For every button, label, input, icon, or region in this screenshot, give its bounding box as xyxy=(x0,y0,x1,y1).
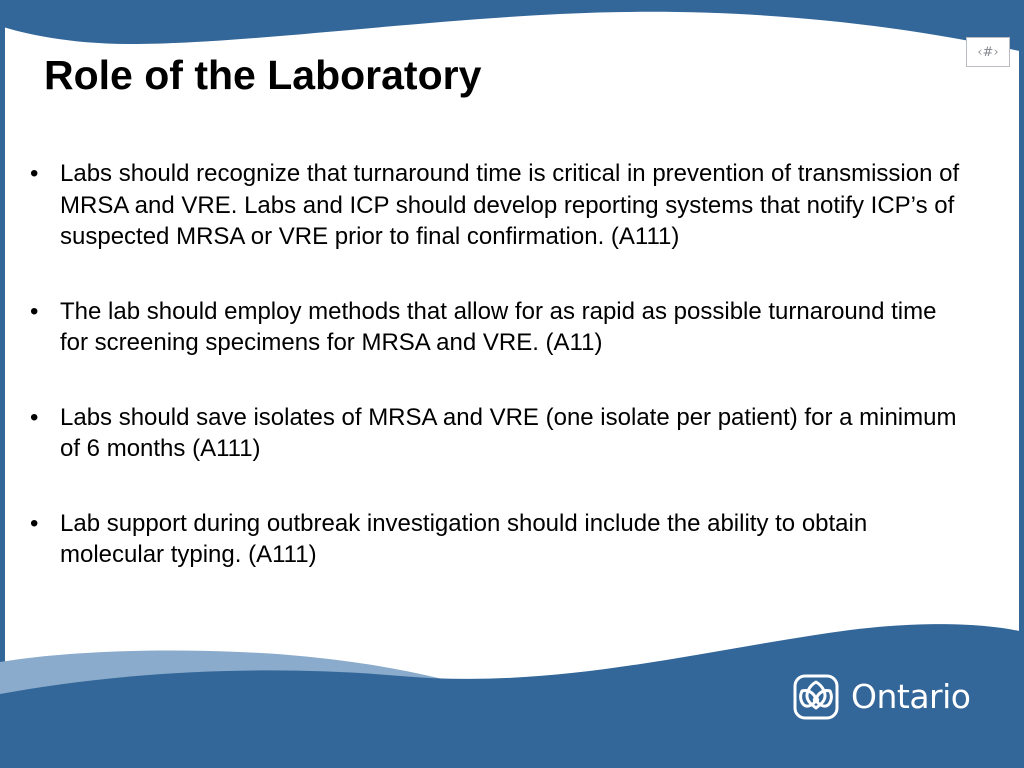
bullet-marker: • xyxy=(30,509,39,537)
bullet-list xyxy=(30,158,965,614)
bullet-marker: • xyxy=(30,403,39,431)
bullet-item xyxy=(30,296,965,359)
ontario-logo xyxy=(793,674,970,720)
logo-wordmark: Ontario xyxy=(851,677,971,716)
bullet-text: Lab support during outbreak investigation should include the ability to obtain molecular typing. (A111) xyxy=(60,509,868,568)
bullet-text: Labs should recognize that turnaround time is critical in prevention of transmission of MRSA and VRE. Labs and ICP should develop reporting systems that notify ICP’s of suspected MRSA or VRE prior to final confirmation. (A111) xyxy=(60,160,960,250)
slide-number-placeholder: ‹#› xyxy=(966,37,1010,67)
trillium-icon xyxy=(793,674,839,720)
bullet-text: The lab should employ methods that allow for as rapid as possible turnaround time for screening specimens for MRSA and VRE. (A11) xyxy=(60,297,937,356)
slide-title: Role of the Laboratory xyxy=(44,52,482,98)
bullet-item xyxy=(30,508,965,571)
bullet-item xyxy=(30,158,965,253)
bullet-marker: • xyxy=(30,160,39,187)
bullet-marker: • xyxy=(30,297,39,325)
bullet-item xyxy=(30,402,965,465)
top-wave-band xyxy=(0,0,1024,52)
bullet-text: Labs should save isolates of MRSA and VRE (one isolate per patient) for a minimum of 6 months (A111) xyxy=(60,403,957,462)
left-border xyxy=(0,0,5,768)
